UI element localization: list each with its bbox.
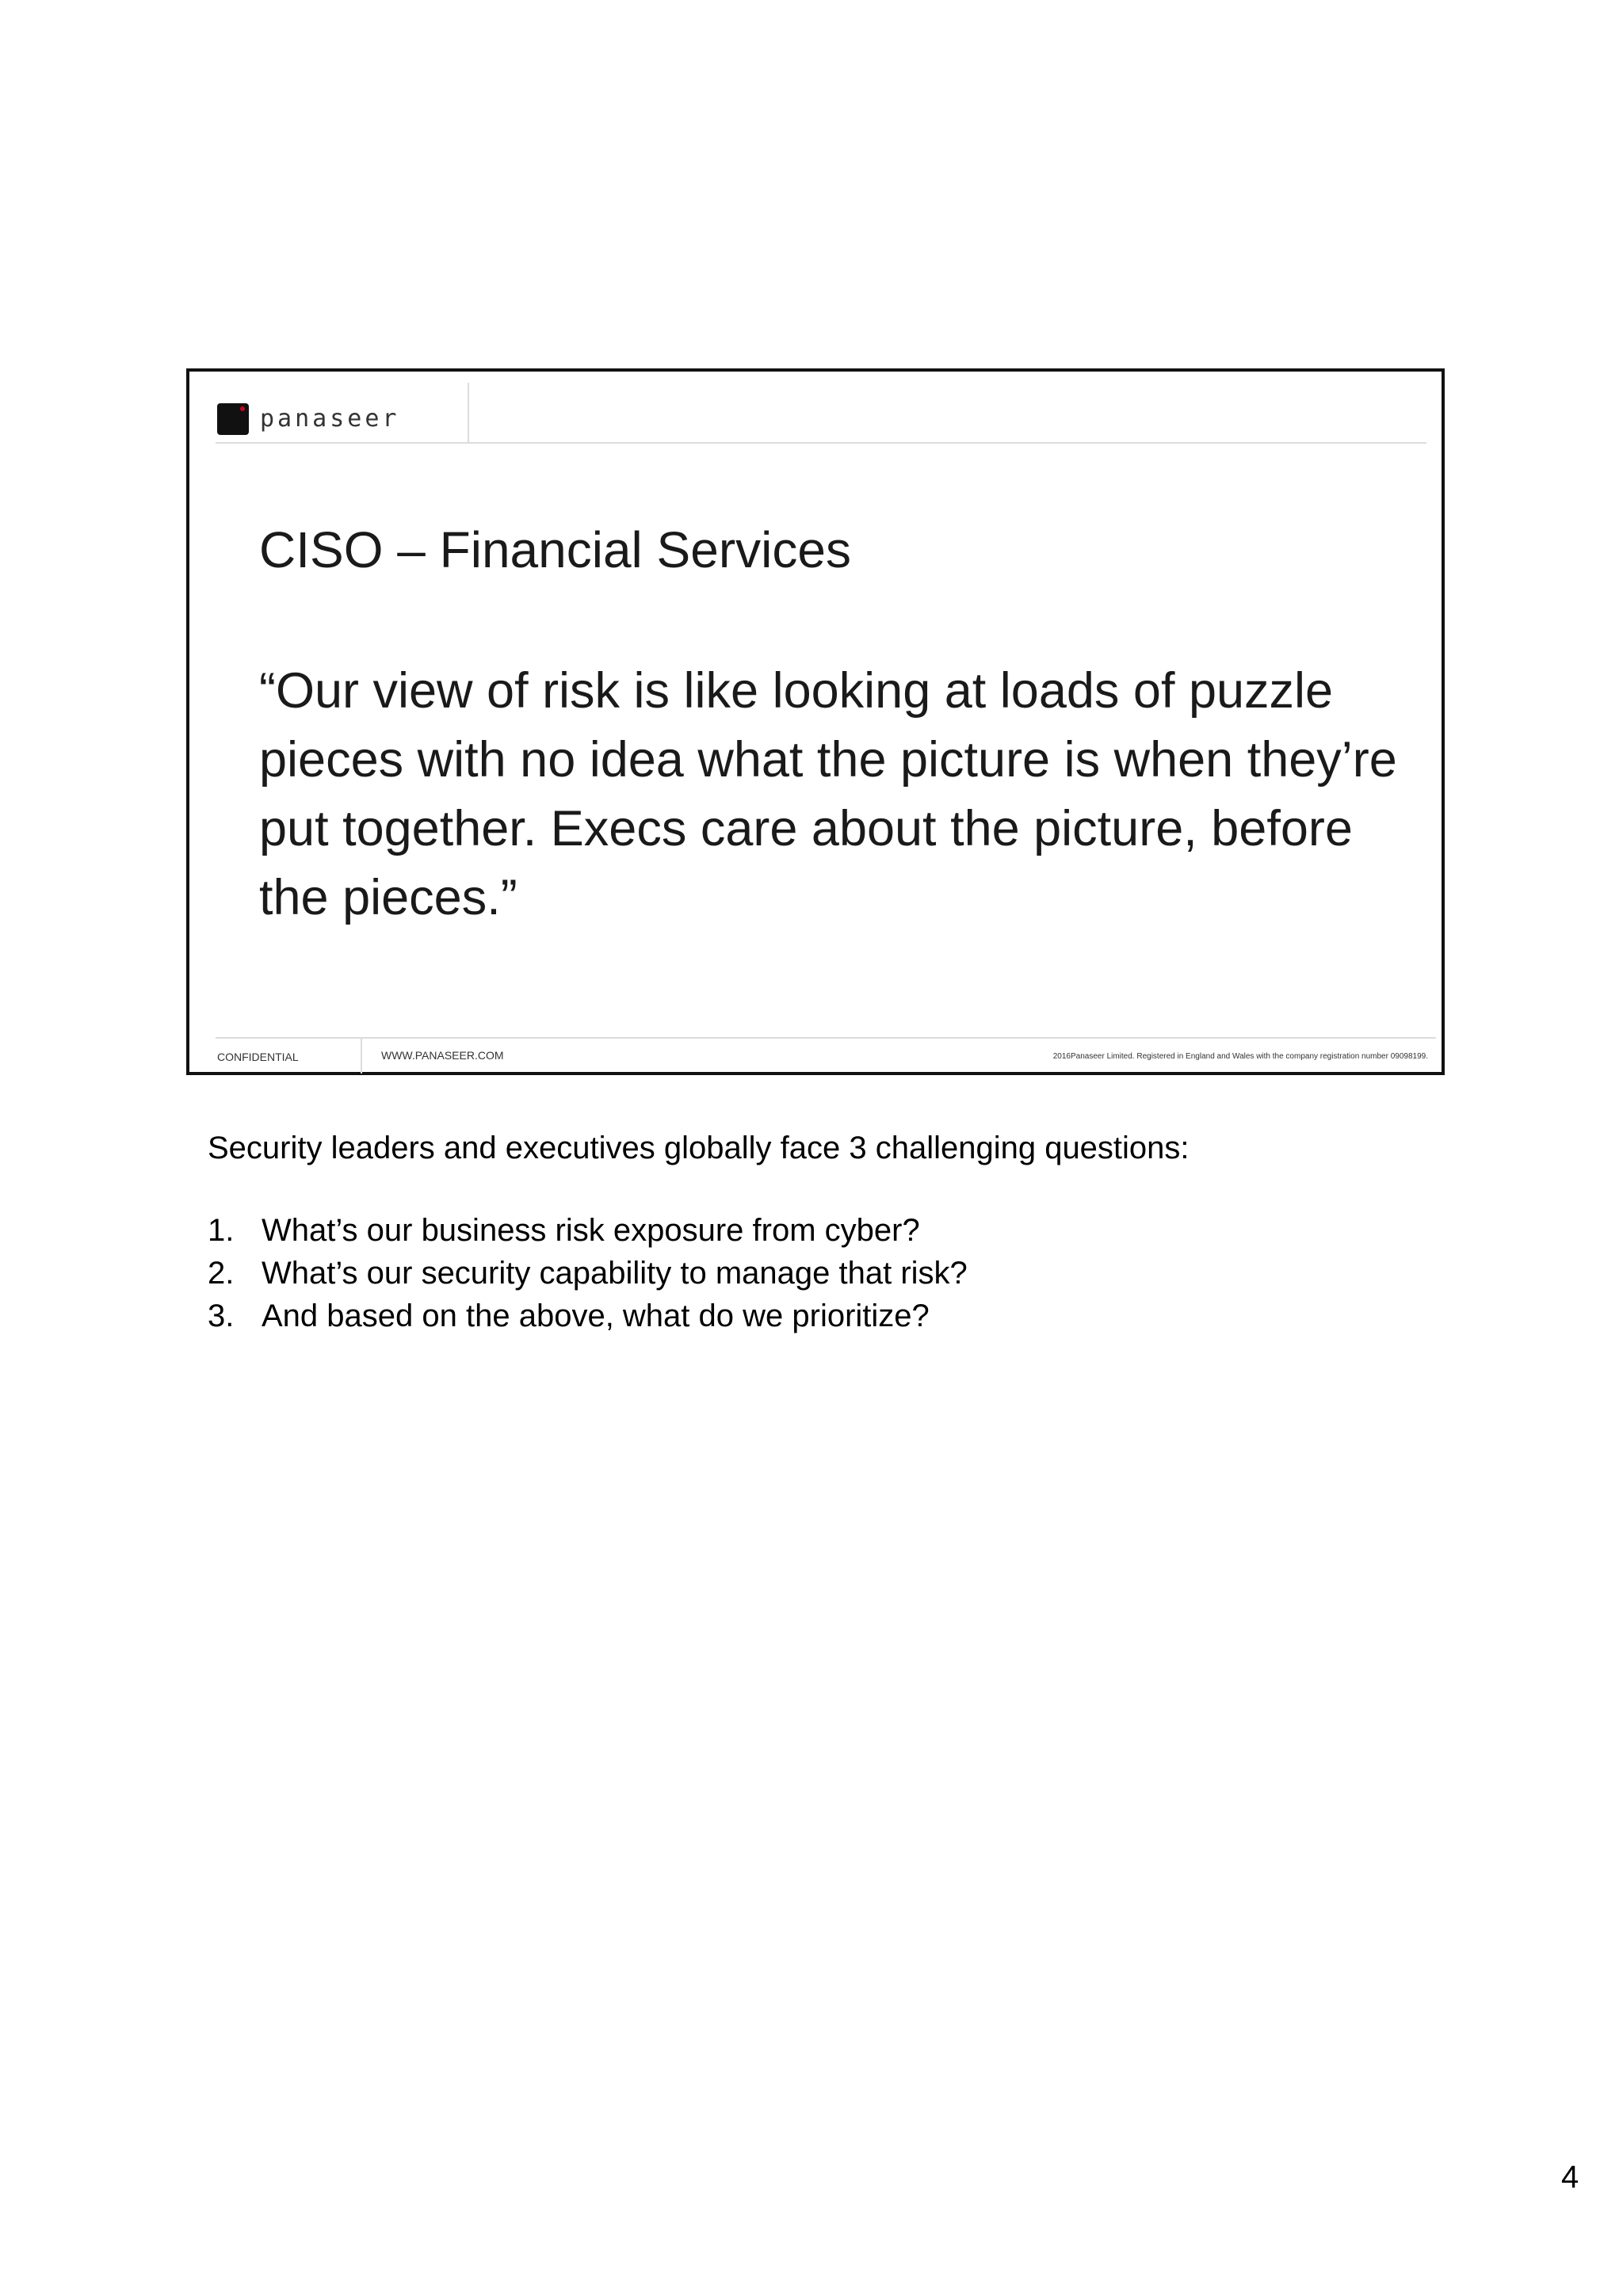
footer-legal-notice: 2016Panaseer Limited. Registered in England and Wales with the company registration number 09098199.: [1052, 1052, 1428, 1061]
slide-title: CISO – Financial Services: [259, 521, 851, 578]
question-text: What’s our security capability to manage that risk?: [262, 1256, 968, 1291]
footer-url: WWW.PANASEER.COM: [381, 1049, 504, 1062]
slide-header: [216, 383, 1426, 444]
header-divider: [468, 383, 469, 442]
logo-wordmark: panaseer: [260, 405, 400, 433]
question-number: 3.: [208, 1299, 235, 1333]
page-number: 4: [1561, 2160, 1579, 2195]
question-number: 2.: [208, 1256, 235, 1291]
footer-divider: [361, 1039, 362, 1074]
slide-thumbnail: [186, 368, 1445, 1075]
slide-quote: “Our view of risk is like looking at loads of puzzle pieces with no idea what the picture is when they’re put together. Execs care about the picture, before the pieces.”: [259, 663, 1397, 925]
question-text: And based on the above, what do we prioritize?: [262, 1299, 930, 1333]
panaseer-logo-icon: [217, 403, 249, 435]
footer-confidential-label: CONFIDENTIAL: [217, 1051, 299, 1063]
slide-footer: [216, 1037, 1436, 1074]
logo-red-dot: [240, 406, 245, 411]
question-text: What’s our business risk exposure from cyber?: [262, 1213, 920, 1248]
question-number: 1.: [208, 1213, 235, 1248]
notes-intro: Security leaders and executives globally face 3 challenging questions:: [208, 1131, 1190, 1165]
